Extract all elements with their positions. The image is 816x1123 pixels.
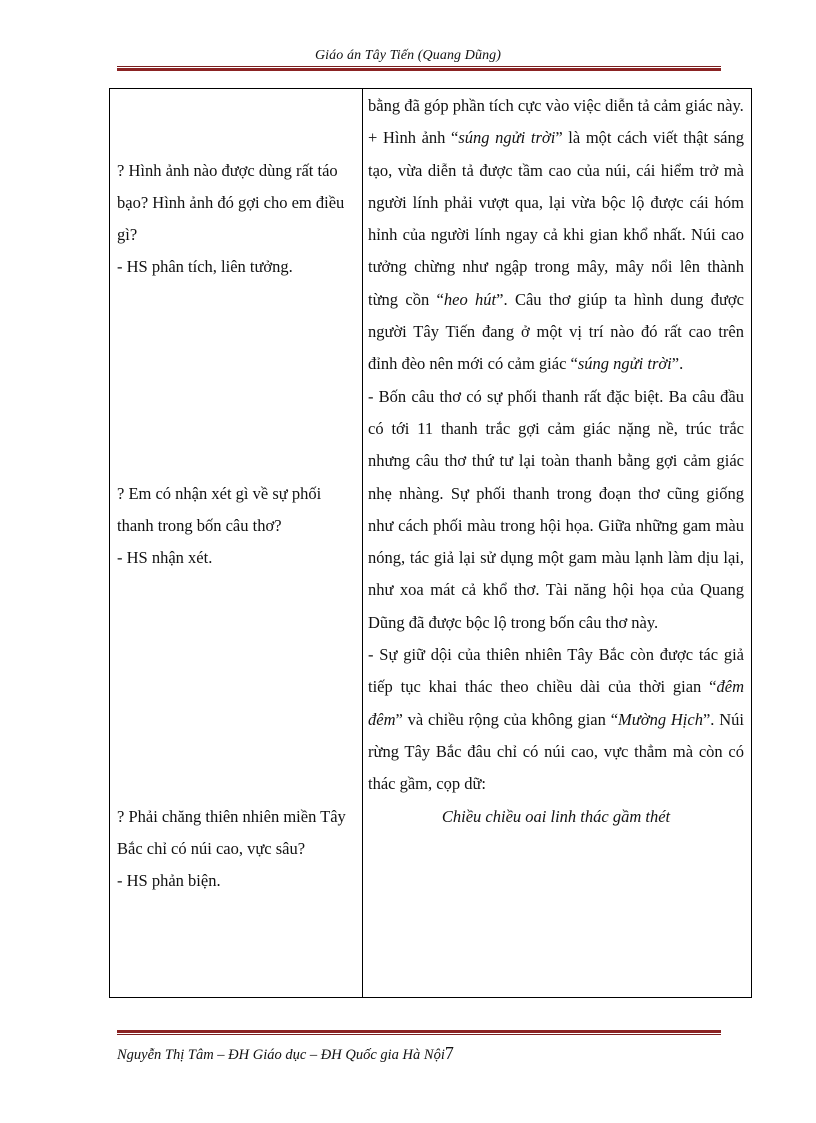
student-activity-3: - HS phản biện.	[117, 871, 221, 891]
questions-column	[110, 89, 363, 998]
answer-3: - Sự giữ dội của thiên nhiên Tây Bắc còn được tác giả tiếp tục khai thác theo chiều dài của thời gian “đêm đêm” và chiều rộng của không gian “Mường Hịch”. Núi rừng Tây Bắc đâu chỉ có núi cao, vực thẳm mà còn có thác gầm, cọp dữ:	[368, 645, 744, 794]
question-2: ? Em có nhận xét gì về sự phối thanh trong bốn câu thơ?	[117, 483, 322, 535]
poem-line: Chiều chiều oai linh thác gầm thét	[441, 806, 671, 826]
answer-continuation: bằng đã góp phần tích cực vào việc diễn tả cảm giác này.	[368, 96, 744, 115]
question-1: ? Hình ảnh nào được dùng rất táo bạo? Hình ảnh đó gợi cho em điều gì?	[117, 160, 345, 245]
question-3: ? Phải chăng thiên nhiên miền Tây Bắc chỉ có núi cao, vực sâu?	[117, 806, 346, 858]
header-rule	[117, 66, 721, 71]
student-activity-1: - HS phân tích, liên tưởng.	[117, 257, 293, 277]
answer-2: - Bốn câu thơ có sự phối thanh rất đặc biệt. Ba câu đầu có tới 11 thanh trắc gợi cảm giác nặng nề, trúc trắc nhưng câu thơ thứ tư lại toàn thanh bằng gợi cảm giác nhẹ nhàng. Sự phối thanh trong đoạn thơ cũng giống như cách phối màu trong hội họa. Giữa những gam màu nóng, tác giả lại sử dụng một gam màu lạnh làm dịu lại, như xoa mát cả khổ thơ. Tài năng hội họa của Quang Dũng đã được bộc lộ trong bốn câu thơ này.	[368, 386, 744, 632]
footer-rule	[117, 1030, 721, 1035]
page-number: 7	[444, 1043, 454, 1063]
page-footer	[117, 1043, 454, 1064]
answers-column	[363, 89, 752, 998]
student-activity-2: - HS nhận xét.	[117, 548, 213, 568]
lesson-table	[109, 88, 752, 998]
page-header-title: Giáo án Tây Tiến (Quang Dũng)	[314, 48, 502, 63]
footer-author: Nguyễn Thị Tâm – ĐH Giáo dục – ĐH Quốc gia Hà Nội	[117, 1047, 445, 1063]
answer-1: + Hình ảnh “súng ngửi trời” là một cách viết thật sáng tạo, vừa diễn tả được tầm cao của núi, cái hiểm trở mà người lính phải vượt qua, lại vừa bộc lộ được cái hóm hỉnh của người lính ngay cả khi gian khổ nhất. Núi cao tưởng chừng như ngập trong mây, mây nổi lên thành từng cồn “heo hút”. Câu thơ giúp ta hình dung được người Tây Tiến đang ở một vị trí nào đó rất cao trên đỉnh đèo nên mới có cảm giác “súng ngửi trời”.	[368, 128, 744, 374]
